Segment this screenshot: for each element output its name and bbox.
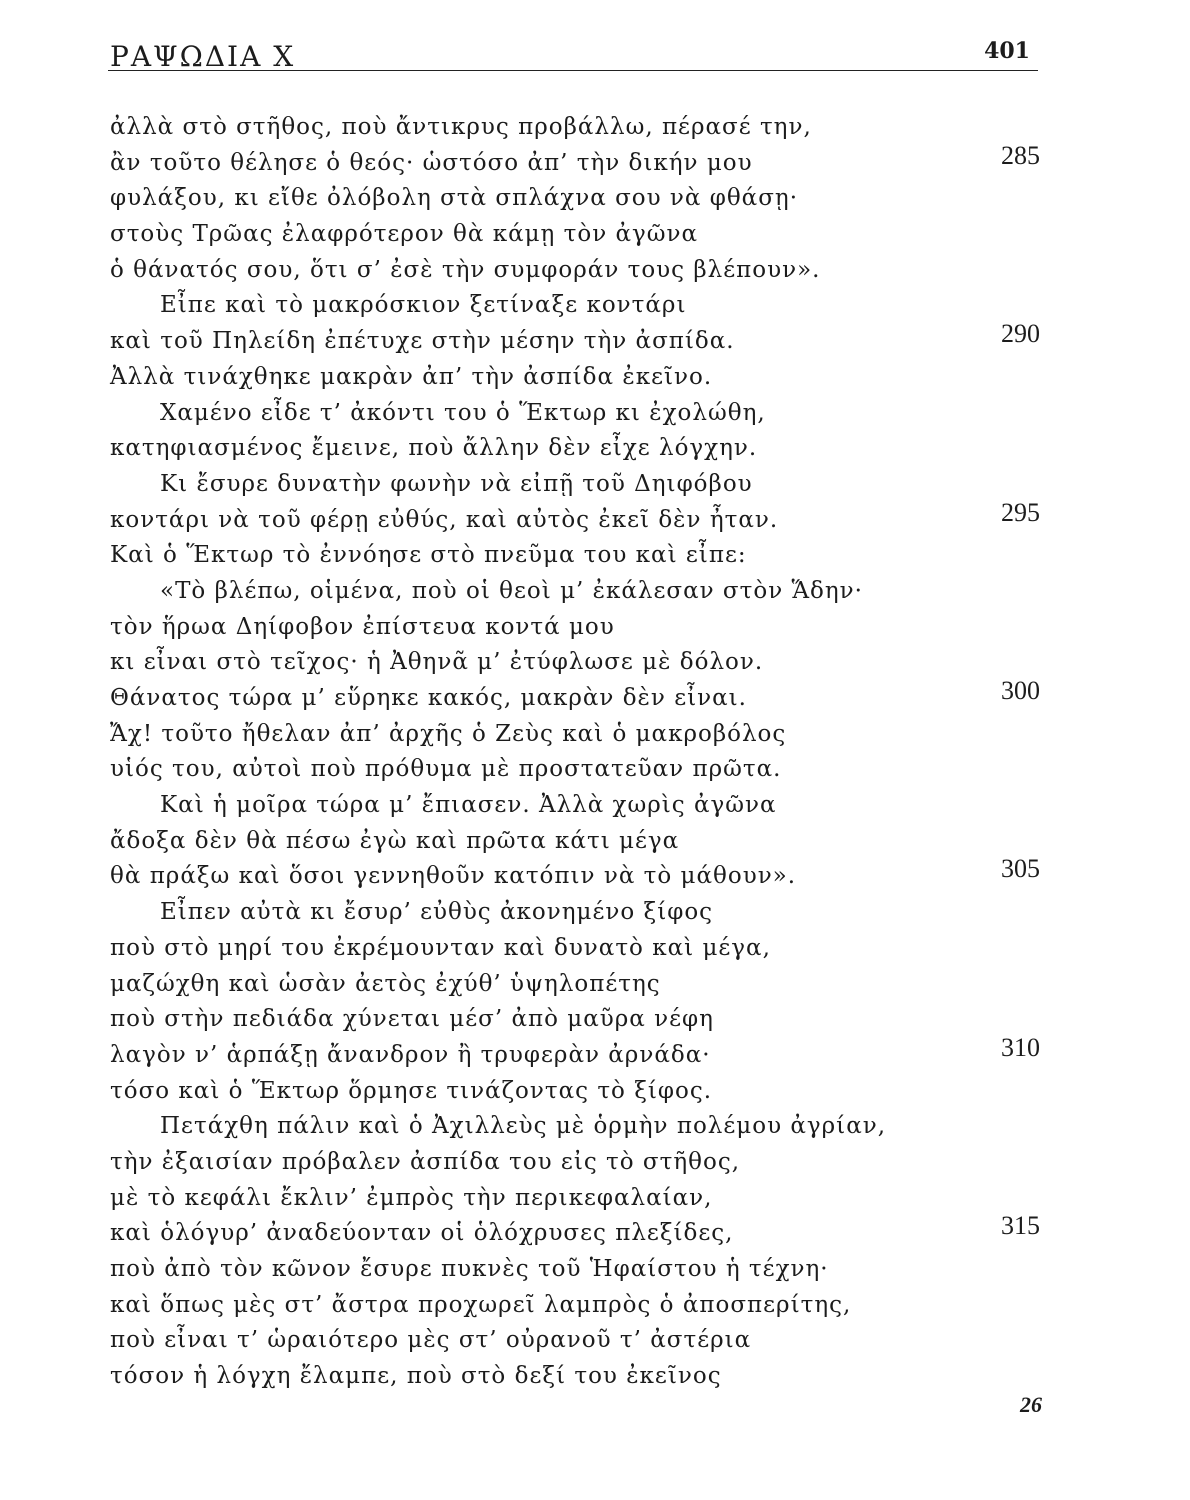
verse-text: καὶ ὅπως μὲς στ’ ἄστρα προχωρεῖ λαμπρὸς ὁ ἀποσπερίτης,	[110, 1291, 852, 1318]
verse-text: Χαμένο εἶδε τ’ ἀκόντι του ὁ Ἕκτωρ κι ἐχολώθη,	[160, 399, 766, 426]
verse-line	[110, 1002, 1070, 1038]
verse-line	[110, 1074, 1070, 1110]
verse-text: τὴν ἐξαισίαν πρόβαλεν ἀσπίδα του εἰς τὸ στῆθος,	[110, 1148, 741, 1175]
verse-text: Θάνατος τώρα μ’ εὕρηκε κακός, μακρὰν δὲν εἶναι.	[110, 685, 747, 711]
line-number: 295	[1001, 497, 1040, 527]
line-number: 285	[1001, 140, 1040, 170]
verse-line	[110, 217, 1070, 253]
verse-line	[110, 360, 1070, 396]
page-number: 401	[984, 38, 1030, 64]
verse-line	[110, 1181, 1070, 1217]
verse-text: φυλάξου, κι εἴθε ὀλόβολη στὰ σπλάχνα σου νὰ φθάσῃ·	[110, 185, 799, 212]
verse-line	[110, 1252, 1070, 1288]
verse-line	[110, 431, 1070, 467]
verse-text: Εἶπε καὶ τὸ μακρόσκιον ξετίναξε κοντάρι	[160, 292, 687, 319]
verse-line	[110, 967, 1070, 1003]
line-number: 315	[1001, 1211, 1040, 1241]
verse-line	[110, 288, 1070, 324]
verse-line	[110, 1032, 1070, 1074]
verse-text: ποὺ στὴν πεδιάδα χύνεται μέσ’ ἀπὸ μαῦρα νέφη	[110, 1006, 714, 1033]
verse-text: κατηφιασμένος ἔμεινε, ποὺ ἄλλην δὲν εἶχε λόγχην.	[110, 435, 758, 462]
verse-line	[110, 497, 1070, 539]
verse-text: Ἀλλὰ τινάχθηκε μακρὰν ἀπ’ τὴν ἀσπίδα ἐκεῖνο.	[110, 363, 713, 390]
header-rule	[108, 70, 1038, 71]
verse-line	[110, 1359, 1070, 1395]
verse-text: στοὺς Τρῶας ἐλαφρότερον θὰ κάμῃ τὸν ἀγῶνα	[110, 221, 699, 248]
verse-line	[110, 645, 1070, 681]
verse-text: τὸν ἥρωα Δηίφοβον ἐπίστευα κοντά μου	[110, 613, 615, 640]
verse-line	[110, 396, 1070, 432]
verse-text: Πετάχθη πάλιν καὶ ὁ Ἀχιλλεὺς μὲ ὁρμὴν πολέμου ἀγρίαν,	[160, 1113, 887, 1140]
verse-line	[110, 931, 1070, 967]
verse-text: μαζώχθη καὶ ὡσὰν ἀετὸς ἐχύθ’ ὑψηλοπέτης	[110, 970, 661, 997]
verse-text: Καὶ ἡ μοῖρα τώρα μ’ ἔπιασεν. Ἀλλὰ χωρὶς ἀγῶνα	[160, 792, 777, 819]
verse-line	[110, 538, 1070, 574]
verse-text: κι εἶναι στὸ τεῖχος· ἡ Ἀθηνᾶ μ’ ἐτύφλωσε μὲ δόλον.	[110, 649, 764, 676]
verse-line	[110, 717, 1070, 753]
verse-text: ποὺ ἀπὸ τὸν κῶνον ἔσυρε πυκνὲς τοῦ Ἡφαίστου ἡ τέχνη·	[110, 1256, 829, 1282]
verse-line	[110, 140, 1070, 182]
verse-text: τόσον ἡ λόγχη ἔλαμπε, ποὺ στὸ δεξί του ἐκεῖνος	[110, 1363, 722, 1390]
line-number: 290	[1001, 319, 1040, 349]
verse-text: ὁ θάνατός σου, ὅτι σ’ ἐσὲ τὴν συμφοράν τους βλέπουν».	[110, 256, 821, 283]
verse-line	[110, 1145, 1070, 1181]
verse-text: λαγὸν ν’ ἁρπάξῃ ἄνανδρον ἢ τρυφερὰν ἀρνάδα·	[110, 1041, 711, 1068]
verse-text: ἂν τοῦτο θέλησε ὁ θεός· ὡστόσο ἀπ’ τὴν δικήν μου	[110, 149, 753, 176]
verse-text: θὰ πράξω καὶ ὅσοι γεννηθοῦν κατόπιν νὰ τὸ μάθουν».	[110, 863, 797, 890]
verse-text: μὲ τὸ κεφάλι ἔκλιν’ ἐμπρὸς τὴν περικεφαλαίαν,	[110, 1184, 713, 1211]
verse-line	[110, 1288, 1070, 1324]
verse-text: ποὺ στὸ μηρί του ἐκρέμουνταν καὶ δυνατὸ καὶ μέγα,	[110, 934, 771, 961]
verse-line	[110, 854, 1070, 895]
signature-mark: 26	[1020, 1392, 1042, 1417]
verse-text: ἀλλὰ στὸ στῆθος, ποὺ ἄντικρυς προβάλλω, πέρασέ την,	[110, 114, 812, 140]
verse-line	[110, 895, 1070, 931]
line-number: 300	[1001, 676, 1040, 705]
verse-text: καὶ τοῦ Πηλείδη ἐπέτυχε στὴν μέσην τὴν ἀσπίδα.	[110, 328, 735, 355]
verse-block	[110, 110, 1070, 1395]
verse-line	[110, 610, 1070, 646]
verse-line	[110, 752, 1070, 788]
verse-text: «Τὸ βλέπω, οἱμένα, ποὺ οἱ θεοὶ μ’ ἐκάλεσαν στὸν Ἅδην·	[160, 577, 863, 604]
verse-text: Ἄχ! τοῦτο ἤθελαν ἀπ’ ἀρχῆς ὁ Ζεὺς καὶ ὁ μακροβόλος	[110, 720, 787, 747]
line-number: 305	[1001, 854, 1040, 884]
verse-line	[110, 1211, 1070, 1252]
verse-line	[110, 253, 1070, 289]
verse-line	[110, 676, 1070, 717]
verse-line	[110, 319, 1070, 360]
verse-text: τόσο καὶ ὁ Ἕκτωρ ὅρμησε τινάζοντας τὸ ξίφος.	[110, 1077, 713, 1104]
verse-text: υἱός του, αὐτοὶ ποὺ πρόθυμα μὲ προστατεῦαν πρῶτα.	[110, 756, 782, 783]
verse-line	[110, 788, 1070, 824]
line-number: 310	[1001, 1032, 1040, 1062]
verse-line	[110, 467, 1070, 503]
verse-line	[110, 1109, 1070, 1145]
verse-line	[110, 824, 1070, 860]
verse-text: καὶ ὁλόγυρ’ ἀναδεύονταν οἱ ὁλόχρυσες πλεξίδες,	[110, 1220, 734, 1247]
verse-line	[110, 1323, 1070, 1359]
verse-line	[110, 574, 1070, 610]
verse-text: ἄδοξα δὲν θὰ πέσω ἐγὼ καὶ πρῶτα κάτι μέγα	[110, 827, 680, 854]
verse-text: Καὶ ὁ Ἕκτωρ τὸ ἐννόησε στὸ πνεῦμα του καὶ εἶπε:	[110, 542, 747, 569]
verse-text: κοντάρι νὰ τοῦ φέρῃ εὐθύς, καὶ αὐτὸς ἐκεῖ δὲν ἦταν.	[110, 506, 779, 533]
verse-text: ποὺ εἶναι τ’ ὡραιότερο μὲς στ’ οὐρανοῦ τ’ ἀστέρια	[110, 1327, 752, 1354]
verse-line	[110, 181, 1070, 217]
verse-line	[110, 110, 1070, 146]
running-head: ΡΑΨΩΔΙΑ Χ	[110, 40, 296, 73]
verse-text: Εἶπεν αὐτὰ κι ἔσυρ’ εὐθὺς ἀκονημένο ξίφος	[160, 899, 714, 926]
verse-text: Κι ἔσυρε δυνατὴν φωνὴν νὰ εἰπῇ τοῦ Δηιφόβου	[160, 470, 753, 497]
